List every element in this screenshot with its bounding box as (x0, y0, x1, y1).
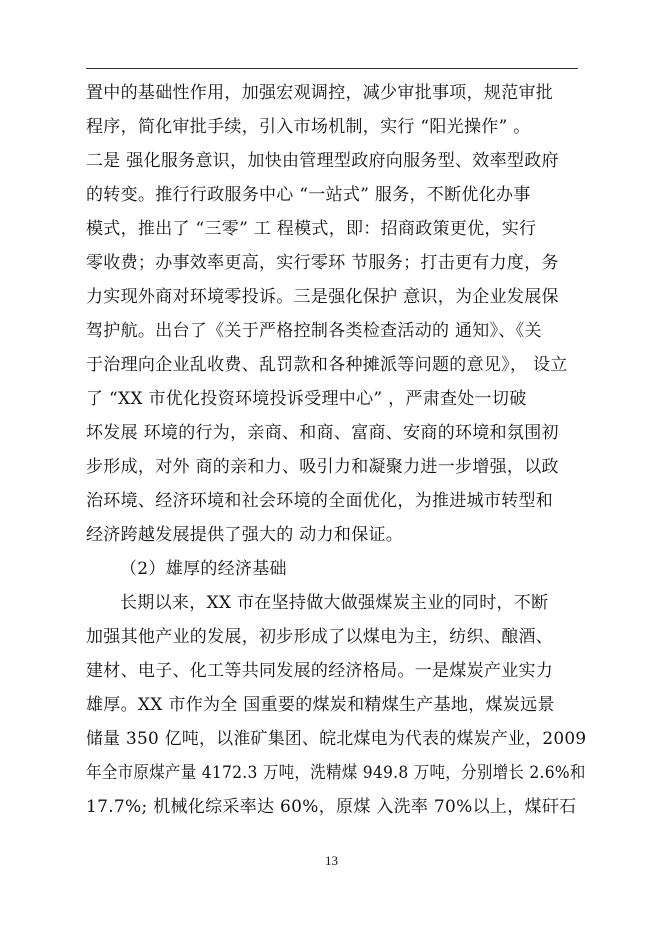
page-number: 13 (325, 853, 338, 868)
text-line: 于治理向企业乱收费、乱罚款和各种摊派等问题的意见》， 设立 (86, 355, 568, 375)
text-line: 二是 强化服务意识，加快由管理型政府向服务型、效率型政府 (86, 151, 559, 171)
text-line: 零收费；办事效率更高，实行零环 节服务；打击更有力度，务 (86, 253, 559, 273)
text-line: 雄厚。XX 市作为全 国重要的煤炭和精煤生产基地，煤炭远景 (86, 695, 555, 715)
text-line: 治环境、经济环境和社会环境的全面优化，为推进城市转型和 (86, 491, 554, 511)
text-line: 驾护航。出台了《关于严格控制各类检查活动的 通知》、《关 (86, 321, 542, 341)
text-line: 坏发展 环境的行为，亲商、和商、富商、安商的环境和氛围初 (86, 423, 559, 443)
text-line: 经济跨越发展提供了强大的 动力和保证。 (86, 525, 404, 545)
text-line: 了 “XX 市优化投资环境投诉受理中心” ，严肃查处一切破 (86, 389, 527, 409)
text-line: 步形成，对外 商的亲和力、吸引力和凝聚力进一步增强，以政 (86, 457, 559, 477)
text-line: 储量 350 亿吨，以淮矿集团、皖北煤电为代表的煤炭产业，2009 (86, 729, 587, 749)
section-heading: （2）雄厚的经济基础 (120, 559, 287, 579)
header-rule (86, 68, 578, 69)
text-line: 的转变。推行行政服务中心 “一站式” 服务，不断优化办事 (86, 185, 531, 205)
text-line: 长期以来，XX 市在坚持做大做强煤炭主业的同时，不断 (120, 593, 549, 613)
text-line: 17.7%; 机械化综采率达 60%，原煤 入洗率 70%以上，煤矸石 (86, 797, 577, 817)
text-line: 力实现外商对环境零投诉。三是强化保护 意识，为企业发展保 (86, 287, 559, 307)
text-line: 程序，简化审批手续，引入市场机制，实行 “阳光操作” 。 (86, 117, 531, 137)
text-line: 加强其他产业的发展，初步形成了以煤电为主，纺织、酿酒、 (86, 627, 554, 647)
text-line: 年全市原煤产量 4172.3 万吨，洗精煤 949.8 万吨，分别增长 2.6%和 (86, 763, 586, 783)
text-line: 建材、电子、化工等共同发展的经济格局。一是煤炭产业实力 (86, 661, 554, 681)
text-line: 模式，推出了 “三零” 工 程模式，即：招商政策更优，实行 (86, 219, 537, 239)
text-line: 置中的基础性作用，加强宏观调控，减少审批事项，规范审批 (86, 83, 554, 103)
